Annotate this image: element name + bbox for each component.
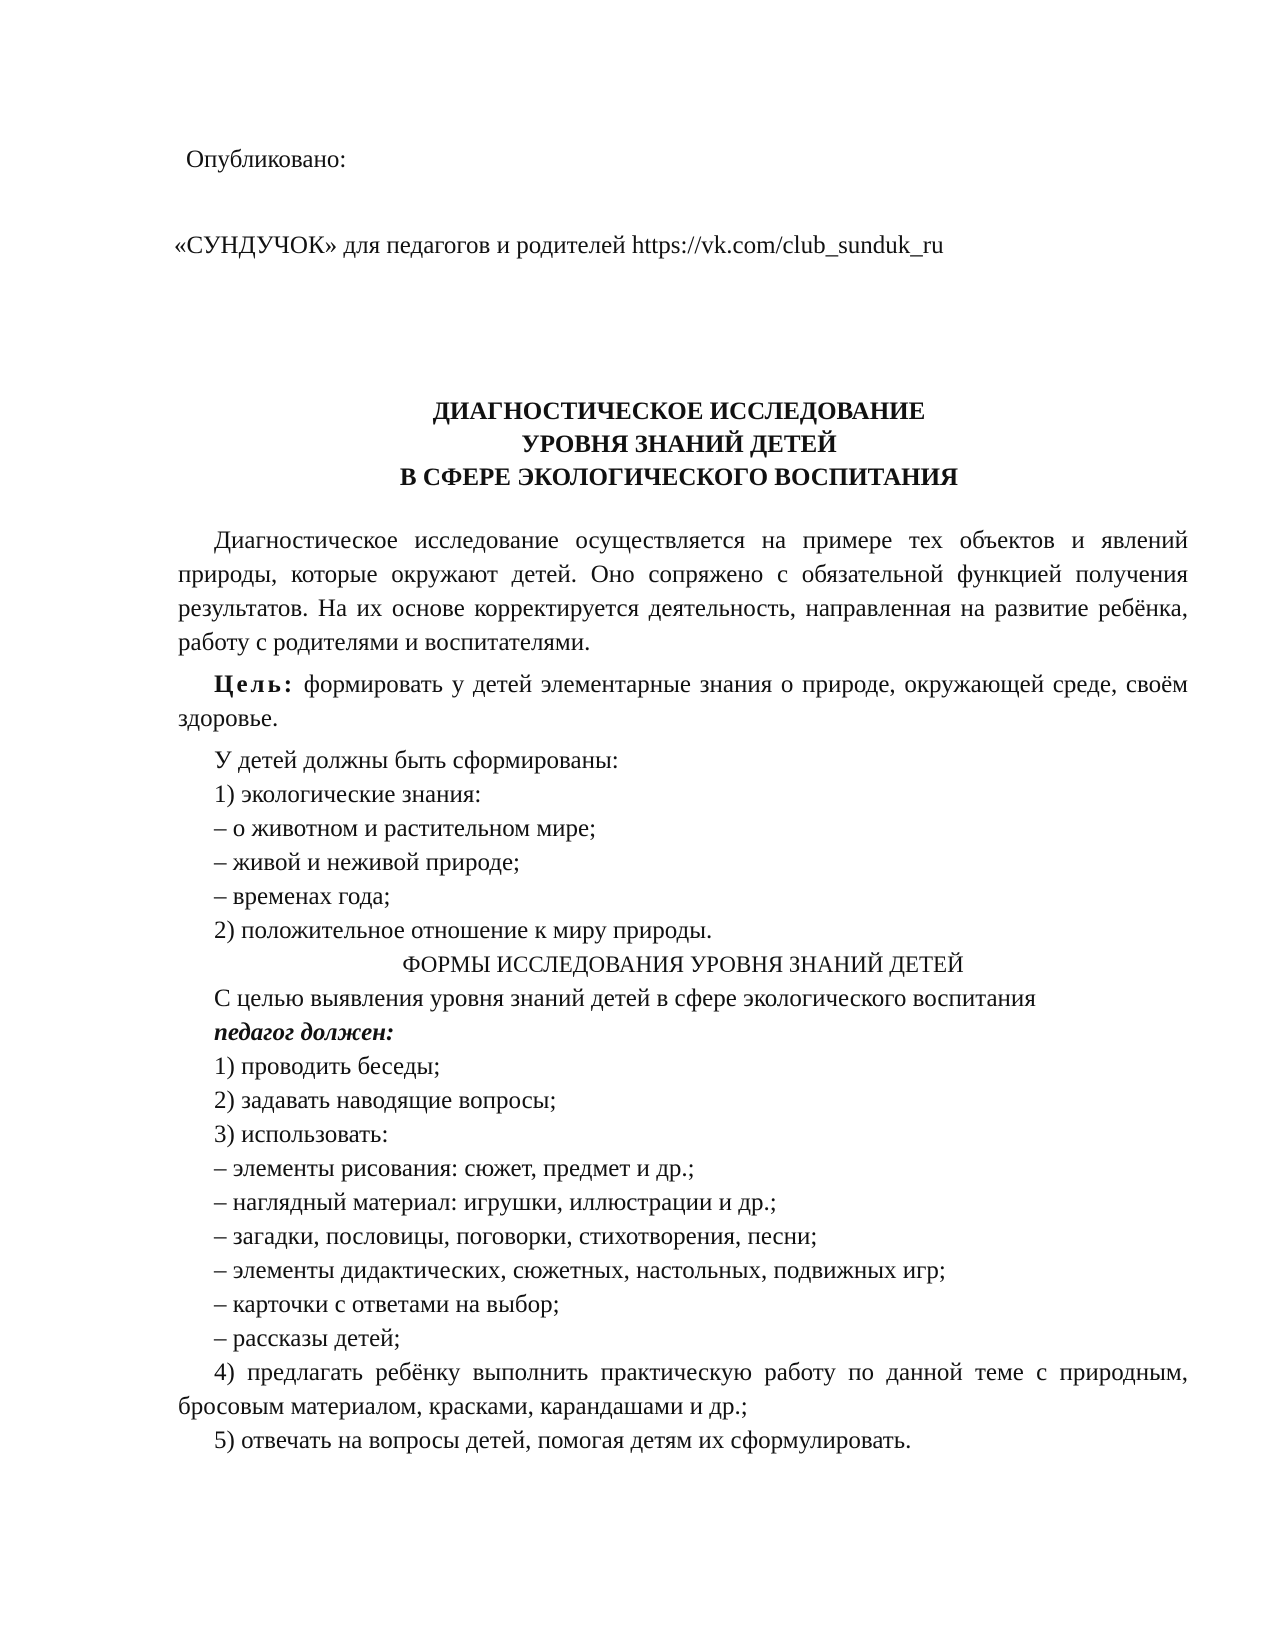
goal-text: формировать у детей элементарные знания о природе, окружающей среде, своём здоровье. (178, 671, 1188, 732)
document-title (174, 395, 1184, 494)
list-item: – элементы рисования: сюжет, предмет и др.; (214, 1155, 695, 1182)
list-item: – загадки, пословицы, поговорки, стихотворения, песни; (214, 1223, 818, 1250)
list-item: – элементы дидактических, сюжетных, настольных, подвижных игр; (214, 1257, 946, 1284)
goal-label: Цель: (214, 671, 296, 698)
list-item: 1) экологические знания: (214, 781, 482, 808)
forms-item-4: 4) предлагать ребёнку выполнить практическую работу по данной теме с природным, бросовым материалом, красками, карандашами и др.; (178, 1359, 1188, 1420)
list-item: – живой и неживой природе; (214, 849, 520, 876)
goal-paragraph (178, 668, 1188, 736)
list-item: 1) проводить беседы; (214, 1053, 441, 1080)
forms-lead: С целью выявления уровня знаний детей в сфере экологического воспитания (214, 985, 1036, 1012)
forms-item-5: 5) отвечать на вопросы детей, помогая детям их сформулировать. (214, 1427, 912, 1454)
list-item: – наглядный материал: игрушки, иллюстрации и др.; (214, 1189, 777, 1216)
published-label: Опубликовано: (186, 146, 347, 173)
forms-heading: ФОРМЫ ИССЛЕДОВАНИЯ УРОВНЯ ЗНАНИЙ ДЕТЕЙ (402, 952, 964, 977)
list-item: – карточки с ответами на выбор; (214, 1291, 560, 1318)
list-item: 2) положительное отношение к миру природы. (214, 917, 713, 944)
intro-paragraph: Диагностическое исследование осуществляется на примере тех объектов и явлений природы, которые окружают детей. Оно сопряжено с обязательной функцией получения результатов. На их основе корректируется деятельность, направленная на развитие ребёнка, работу с родителями и воспитателями. (178, 527, 1188, 656)
list-item: 2) задавать наводящие вопросы; (214, 1087, 557, 1114)
list-item: – временах года; (214, 883, 391, 910)
source-line: «СУНДУЧОК» для педагогов и родителей https://vk.com/club_sunduk_ru (174, 232, 944, 259)
list-item: – рассказы детей; (214, 1325, 401, 1352)
title-line-1: ДИАГНОСТИЧЕСКОЕ ИССЛЕДОВАНИЕ (432, 398, 926, 425)
title-line-2: УРОВНЯ ЗНАНИЙ ДЕТЕЙ (521, 431, 837, 458)
document-body (178, 524, 1188, 1458)
requirements-lead: У детей должны быть сформированы: (214, 747, 619, 774)
title-line-3: В СФЕРЕ ЭКОЛОГИЧЕСКОГО ВОСПИТАНИЯ (399, 464, 959, 491)
forms-emphasis: педагог должен: (214, 1019, 395, 1046)
list-item: 3) использовать: (214, 1121, 389, 1148)
list-item: – о животном и растительном мире; (214, 815, 597, 842)
